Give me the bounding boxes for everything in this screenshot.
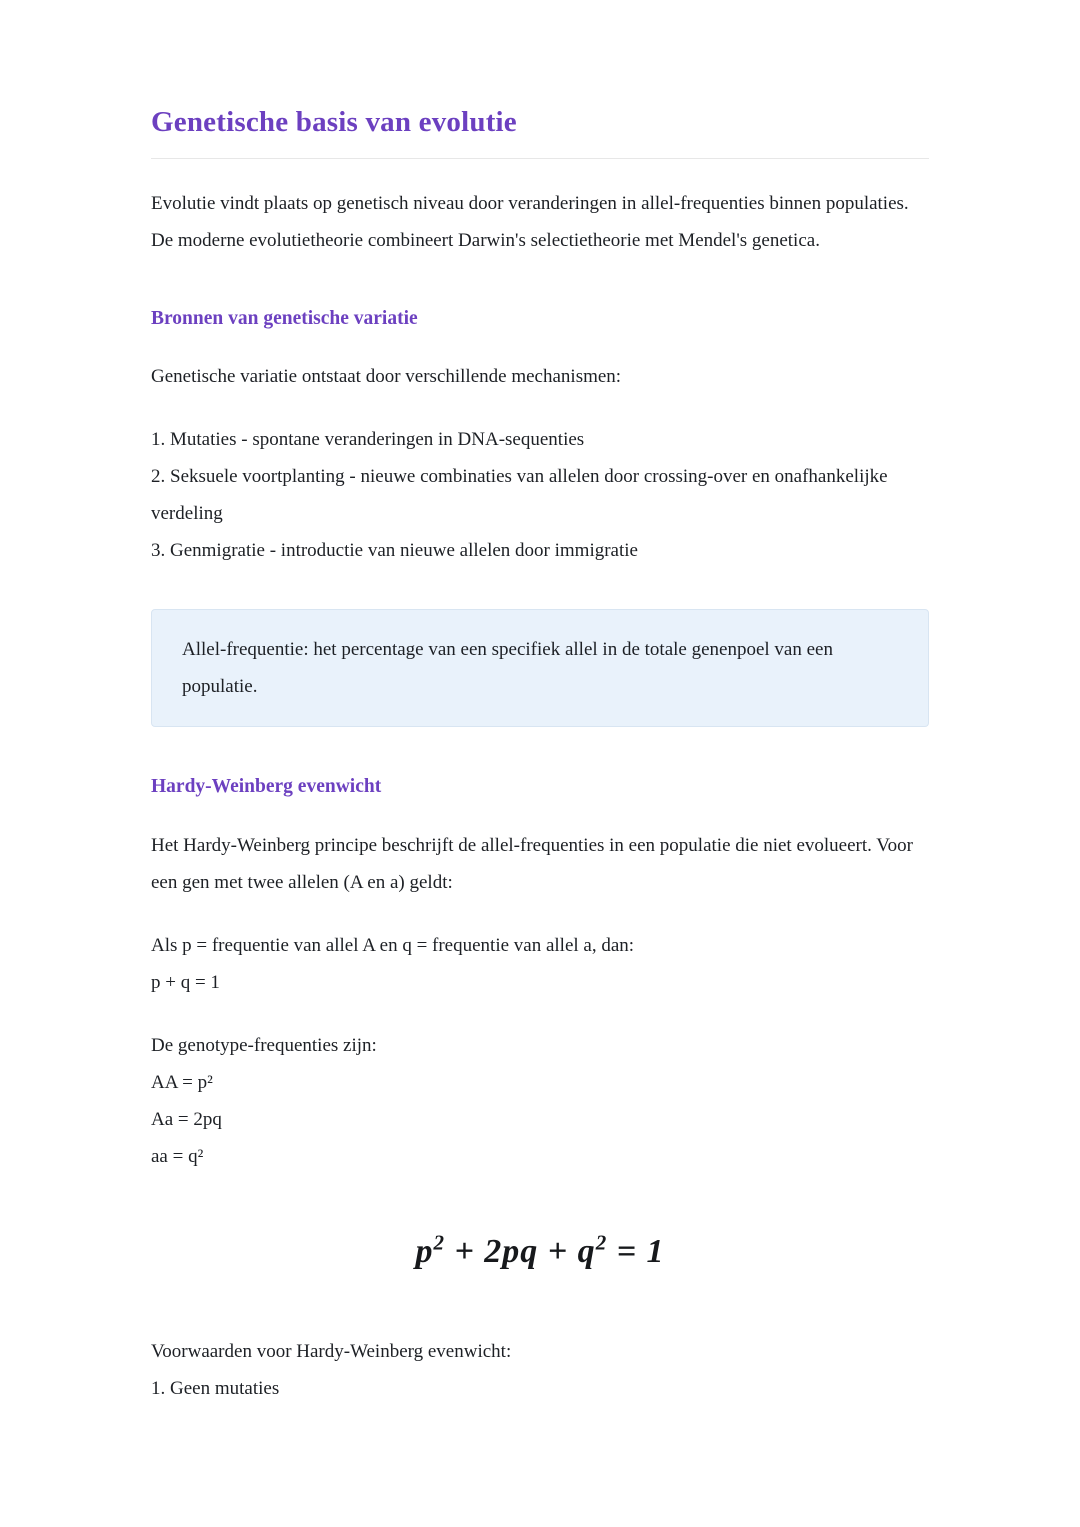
variation-item: 3. Genmigratie - introductie van nieuwe allelen door immigratie bbox=[151, 540, 638, 562]
section-heading-hardy: Hardy-Weinberg evenwicht bbox=[151, 776, 382, 798]
genotype-line: De genotype-frequenties zijn: bbox=[151, 1034, 377, 1056]
variation-lead: Genetische variatie ontstaat door verschillende mechanismen: bbox=[151, 366, 622, 388]
section-heading-variation: Bronnen van genetische variatie bbox=[151, 307, 418, 329]
pq-line: Als p = frequentie van allel A en q = frequentie van allel a, dan: bbox=[151, 934, 635, 956]
genotype-line: AA = p² bbox=[151, 1071, 213, 1093]
formula-exponent: 2 bbox=[595, 1230, 608, 1255]
variation-item: 2. Seksuele voortplanting - nieuwe combinaties van allelen door crossing-over en onafhankelijke verdeling bbox=[151, 466, 888, 525]
genotype-line: Aa = 2pq bbox=[151, 1108, 222, 1130]
title-divider bbox=[151, 158, 929, 159]
variation-list bbox=[151, 421, 929, 569]
conditions-block bbox=[151, 1333, 929, 1407]
page-title: Genetische basis van evolutie bbox=[151, 106, 517, 138]
pq-line: p + q = 1 bbox=[151, 971, 220, 993]
formula-middle: + 2pq + q bbox=[444, 1233, 596, 1271]
genotype-line: aa = q² bbox=[151, 1146, 204, 1168]
formula-exponent: 2 bbox=[433, 1230, 445, 1255]
pq-block bbox=[151, 927, 929, 1001]
callout-text: Allel-frequentie: het percentage van een specifiek allel in de totale genenpoel van een populatie. bbox=[182, 639, 833, 698]
callout-box bbox=[151, 609, 929, 727]
hardy-weinberg-formula bbox=[151, 1230, 929, 1271]
variation-item: 1. Mutaties - spontane veranderingen in DNA-sequenties bbox=[151, 429, 585, 451]
conditions-line: 1. Geen mutaties bbox=[151, 1378, 280, 1400]
document-page bbox=[151, 0, 929, 1497]
conditions-line: Voorwaarden voor Hardy-Weinberg evenwicht: bbox=[151, 1341, 512, 1363]
formula-end: = 1 bbox=[607, 1233, 665, 1271]
genotype-block bbox=[151, 1027, 929, 1175]
intro-paragraph: Evolutie vindt plaats op genetisch niveau door veranderingen in allel-frequenties binnen populaties. De moderne evolutietheorie combineert Darwin's selectietheorie met Mendel's genetica. bbox=[151, 192, 909, 251]
hardy-lead: Het Hardy-Weinberg principe beschrijft de allel-frequenties in een populatie die niet evolueert. Voor een gen met twee allelen (A en a) geldt: bbox=[151, 834, 913, 893]
formula-base: p bbox=[415, 1233, 434, 1271]
